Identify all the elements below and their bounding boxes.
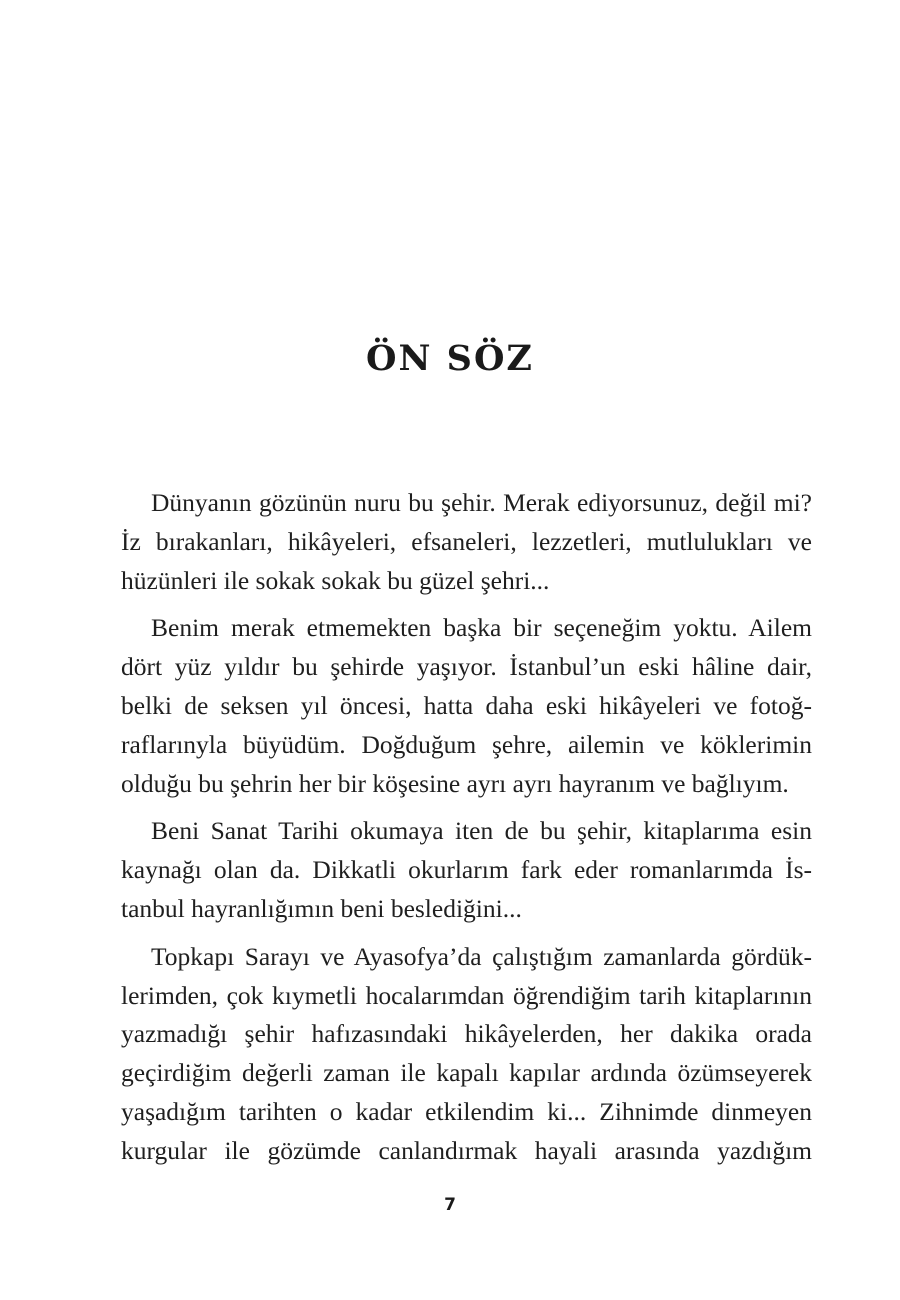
- chapter-title: ÖN SÖZ: [366, 338, 534, 379]
- paragraph-4: Topkapı Sarayı ve Ayasofya’da çalıştığım zamanlarda gördüklerimden, çok kıymetli hocalarımdan öğrendiğim tarih kitaplarının yazmadığı şehir hafızasındaki hikâyelerden, her dakika orada geçirdiğim değerli zaman ile kapalı kapılar ardında özümseyerek yaşadığım tarihten o kadar etkilendim ki... Zihnimde dinmeyen kurgular ile gözümde canlandırmak hayali arasında yazdığım: [121, 941, 812, 1165]
- paragraph-2: Benim merak etmemekten başka bir seçeneğim yoktu. Ailem dört yüz yıldır bu şehirde yaşıyor. İstanbul’un eski hâline dair, belki de seksen yıl öncesi, hatta daha eski hikâyeleri ve fotoğraflarınyla büyüdüm. Doğduğum şehre, ailemin ve köklerimin olduğu bu şehrin her bir köşesine ayrı ayrı hayranım ve bağlıyım.: [121, 613, 812, 798]
- paragraph-3: Beni Sanat Tarihi okumaya iten de bu şehir, kitaplarıma esin kaynağı olan da. Dikkatli okurlarım fark eder romanlarımda İstanbul hayranlığımın beni beslediğini...: [121, 816, 812, 923]
- page-number: 7: [444, 1195, 456, 1215]
- paragraph-1: Dünyanın gözünün nuru bu şehir. Merak ediyorsunuz, değil mi? İz bırakanları, hikâyeleri, efsaneleri, lezzetleri, mutlulukları ve hüzünleri ile sokak sokak bu güzel şehri...: [121, 488, 812, 595]
- body-text: [121, 484, 812, 1180]
